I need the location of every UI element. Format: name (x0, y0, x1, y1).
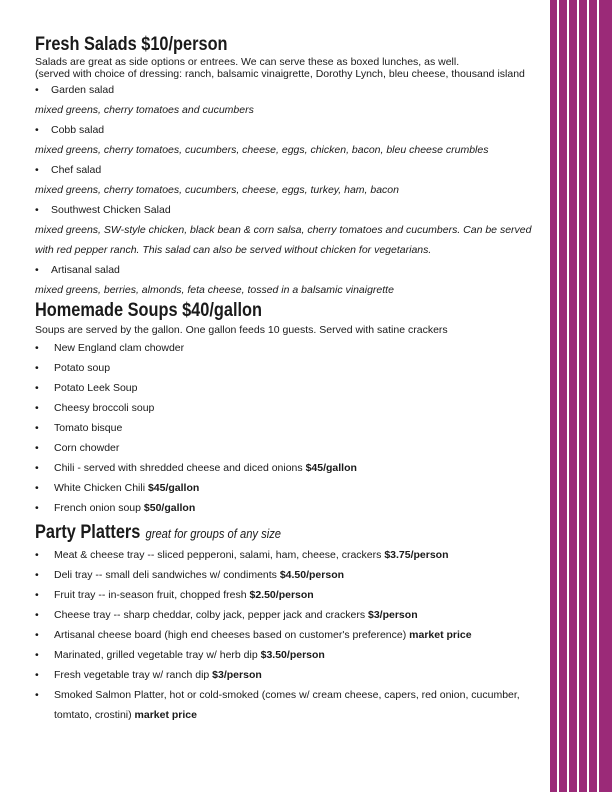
bullet: • (35, 462, 39, 474)
salad-desc-artisanal: mixed greens, berries, almonds, feta cheese, tossed in a balsamic vinaigrette (35, 284, 394, 296)
salad-desc-cobb: mixed greens, cherry tomatoes, cucumbers, cheese, eggs, chicken, bacon, bleu cheese crumbles (35, 144, 489, 156)
soup-item (35, 458, 545, 478)
salad-desc-chef: mixed greens, cherry tomatoes, cucumbers, cheese, eggs, turkey, ham, bacon (35, 184, 399, 196)
platter-item (35, 605, 545, 625)
bullet: • (35, 402, 39, 414)
bullet: • (35, 482, 39, 494)
salad-item-southwest (35, 200, 545, 220)
bullet: • (35, 264, 39, 276)
soup-name: Chili - served with shredded cheese and diced onions (54, 462, 306, 474)
platter-item (35, 545, 545, 565)
platter-item (35, 585, 545, 605)
bullet: • (35, 669, 39, 681)
bullet: • (35, 649, 39, 661)
bullet: • (35, 609, 39, 621)
platter-item (35, 665, 545, 685)
bullet: • (35, 549, 39, 561)
salad-item-garden (35, 80, 545, 100)
stripe-line (567, 0, 569, 792)
stripe-line (577, 0, 579, 792)
platter-price: market price (409, 629, 472, 641)
platter-name: Meat & cheese tray -- sliced pepperoni, salami, ham, cheese, crackers (54, 549, 385, 561)
soup-name: Cheesy broccoli soup (54, 402, 155, 414)
salad-desc-southwest-1: mixed greens, SW-style chicken, black bean & corn salsa, cherry tomatoes and cucumbers. Can be served (35, 224, 532, 236)
bullet: • (35, 342, 39, 354)
soup-item (35, 498, 545, 518)
platter-item (35, 625, 545, 645)
salad-name: Cobb salad (51, 124, 105, 136)
soup-name: Corn chowder (54, 442, 120, 454)
soup-item (35, 478, 545, 498)
soup-item (35, 398, 545, 418)
soups-heading: Homemade Soups $40/gallon (35, 300, 263, 321)
salads-dressing-note: (served with choice of dressing: ranch, balsamic vinaigrette, Dorothy Lynch, bleu cheese, thousand island (35, 68, 525, 80)
soup-item (35, 378, 545, 398)
soup-item (35, 418, 545, 438)
decorative-stripes (550, 0, 612, 792)
salad-name: Chef salad (51, 164, 102, 176)
salad-item-chef (35, 160, 545, 180)
platter-price: $3.50/person (260, 649, 325, 661)
bullet: • (35, 502, 39, 514)
platter-name: Cheese tray -- sharp cheddar, colby jack, pepper jack and crackers (54, 609, 368, 621)
soup-item (35, 338, 545, 358)
stripe-line (557, 0, 559, 792)
soup-price: $45/gallon (147, 482, 200, 494)
bullet: • (35, 164, 39, 176)
stripe-line (587, 0, 589, 792)
platter-price: $3/person (368, 609, 418, 621)
platter-price: $2.50/person (249, 589, 314, 601)
bullet: • (35, 84, 39, 96)
soup-price: $45/gallon (305, 462, 357, 474)
salad-desc-garden: mixed greens, cherry tomatoes and cucumbers (35, 104, 254, 116)
soup-name: White Chicken Chili (54, 482, 148, 494)
bullet: • (35, 204, 39, 216)
soup-name: Potato Leek Soup (54, 382, 138, 394)
platters-heading (35, 522, 474, 545)
salad-name: Garden salad (51, 84, 115, 96)
platter-price: $3/person (212, 669, 262, 681)
bullet: • (35, 362, 39, 374)
platter-price: market price (134, 709, 197, 721)
platter-name: Artisanal cheese board (high end cheeses based on customer's preference) (54, 629, 410, 641)
salads-intro: Salads are great as side options or entrees. We can serve these as boxed lunches, as well. (35, 56, 460, 68)
platters-tagline: great for groups of any size (145, 526, 282, 541)
salad-item-cobb (35, 120, 545, 140)
stripe-band (550, 0, 612, 792)
soup-item (35, 358, 545, 378)
salads-heading: Fresh Salads $10/person (35, 34, 228, 55)
salad-name: Artisanal salad (51, 264, 120, 276)
menu-content (35, 34, 545, 725)
platter-item (35, 685, 549, 725)
soup-name: Tomato bisque (54, 422, 123, 434)
bullet: • (35, 589, 39, 601)
bullet: • (35, 629, 39, 641)
platter-name: Marinated, grilled vegetable tray w/ herb dip (54, 649, 261, 661)
salad-item-artisanal (35, 260, 545, 280)
soup-price: $50/gallon (143, 502, 196, 514)
platter-name: Fresh vegetable tray w/ ranch dip (54, 669, 213, 681)
stripe-line (597, 0, 599, 792)
salad-desc-southwest-2: with red pepper ranch. This salad can also be served without chicken for vegetarians. (35, 244, 432, 256)
soup-item (35, 438, 545, 458)
platter-price: $3.75/person (384, 549, 449, 561)
bullet: • (35, 382, 39, 394)
bullet: • (35, 689, 39, 701)
bullet: • (35, 569, 39, 581)
bullet: • (35, 442, 39, 454)
platter-price: $4.50/person (279, 569, 345, 581)
platter-item (35, 645, 545, 665)
platter-name: Fruit tray -- in-season fruit, chopped fresh (54, 589, 250, 601)
soups-intro: Soups are served by the gallon. One gallon feeds 10 guests. Served with satine crackers (35, 324, 448, 336)
platter-name: Deli tray -- small deli sandwiches w/ condiments (54, 569, 280, 581)
soup-name: French onion soup (54, 502, 144, 514)
soup-name: Potato soup (54, 362, 111, 374)
platters-title: Party Platters (35, 522, 141, 543)
salad-name: Southwest Chicken Salad (51, 204, 171, 216)
platter-item (35, 565, 545, 585)
bullet: • (35, 124, 39, 136)
bullet: • (35, 422, 39, 434)
soup-name: New England clam chowder (54, 342, 185, 354)
platter-name: Smoked Salmon Platter, hot or cold-smoked (comes w/ cream cheese, capers, red onion, cucumber, tomtato, crostini) (54, 689, 520, 721)
